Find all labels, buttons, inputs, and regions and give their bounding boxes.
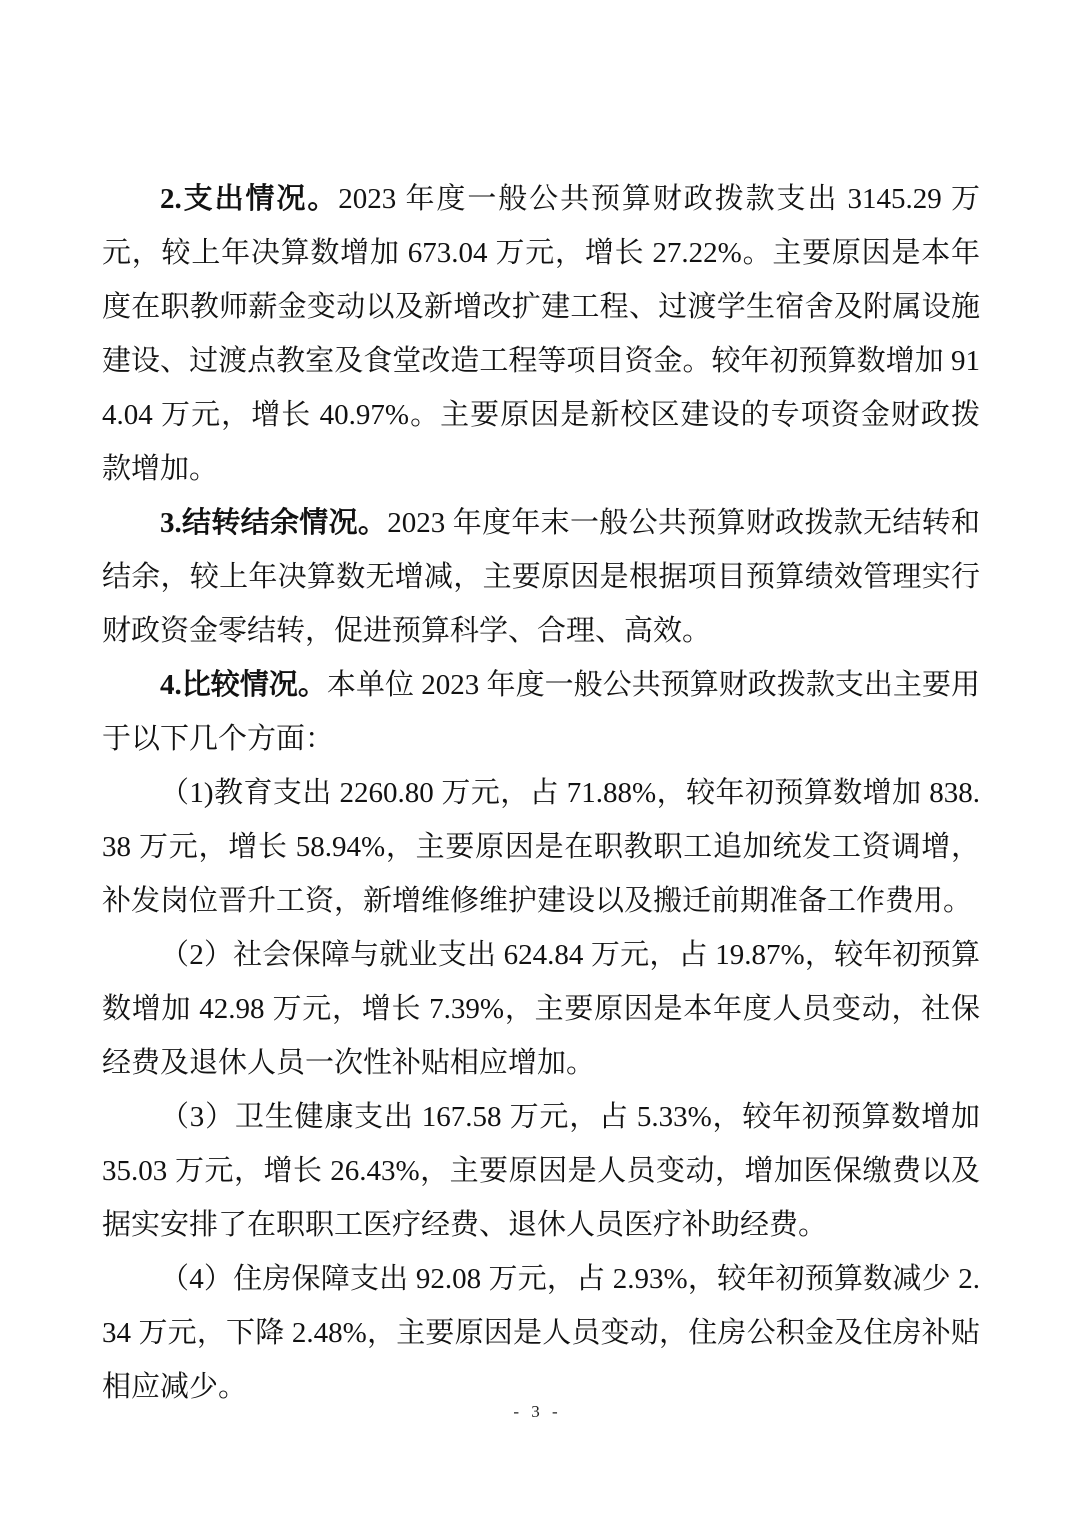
- paragraph-text: （2）社会保障与就业支出 624.84 万元，占 19.87%，较年初预算数增加 42.98 万元，增长 7.39%，主要原因是本年度人员变动，社保经费及退休人员一次性补贴相应增加。: [102, 939, 980, 1079]
- paragraph-text: （3）卫生健康支出 167.58 万元，占 5.33%，较年初预算数增加 35.03 万元，增长 26.43%，主要原因是人员变动，增加医保缴费以及据实安排了在职职工医疗经费、退休人员医疗补助经费。: [102, 1101, 980, 1241]
- paragraph-heading: 2.支出情况。: [160, 183, 339, 215]
- paragraph-text: （4）住房保障支出 92.08 万元，占 2.93%，较年初预算数减少 2.34 万元，下降 2.48%，主要原因是人员变动，住房公积金及住房补贴相应减少。: [102, 1263, 980, 1403]
- page-number: - 3 -: [513, 1402, 562, 1421]
- paragraph-text: （1)教育支出 2260.80 万元，占 71.88%，较年初预算数增加 838.38 万元，增长 58.94%，主要原因是在职教职工追加统发工资调增，补发岗位晋升工资，新增维修维护建设以及搬迁前期准备工作费用。: [102, 777, 980, 917]
- paragraph-text: 2023 年度一般公共预算财政拨款支出 3145.29 万元，较上年决算数增加 673.04 万元，增长 27.22%。主要原因是本年度在职教师薪金变动以及新增改扩建工程、过渡学生宿舍及附属设施建设、过渡点教室及食堂改造工程等项目资金。较年初预算数增加 914.04 万元，增长 40.97%。主要原因是新校区建设的专项资金财政拨款增加。: [102, 183, 980, 485]
- paragraph-expenditure: [102, 172, 980, 496]
- paragraph-carryover: [102, 496, 980, 658]
- paragraph-social-security-expense: [102, 928, 980, 1090]
- paragraph-heading: 3.结转结余情况。: [160, 507, 388, 539]
- document-body: [102, 172, 980, 1414]
- paragraph-heading: 4.比较情况。: [160, 669, 327, 701]
- paragraph-health-expense: [102, 1090, 980, 1252]
- paragraph-text: 本单位 2023 年度一般公共预算财政拨款支出主要用于以下几个方面：: [102, 669, 980, 755]
- paragraph-education-expense: [102, 766, 980, 928]
- paragraph-housing-expense: [102, 1252, 980, 1414]
- paragraph-comparison: [102, 658, 980, 766]
- paragraph-text: 2023 年度年末一般公共预算财政拨款无结转和结余，较上年决算数无增减，主要原因是根据项目预算绩效管理实行财政资金零结转，促进预算科学、合理、高效。: [102, 507, 980, 647]
